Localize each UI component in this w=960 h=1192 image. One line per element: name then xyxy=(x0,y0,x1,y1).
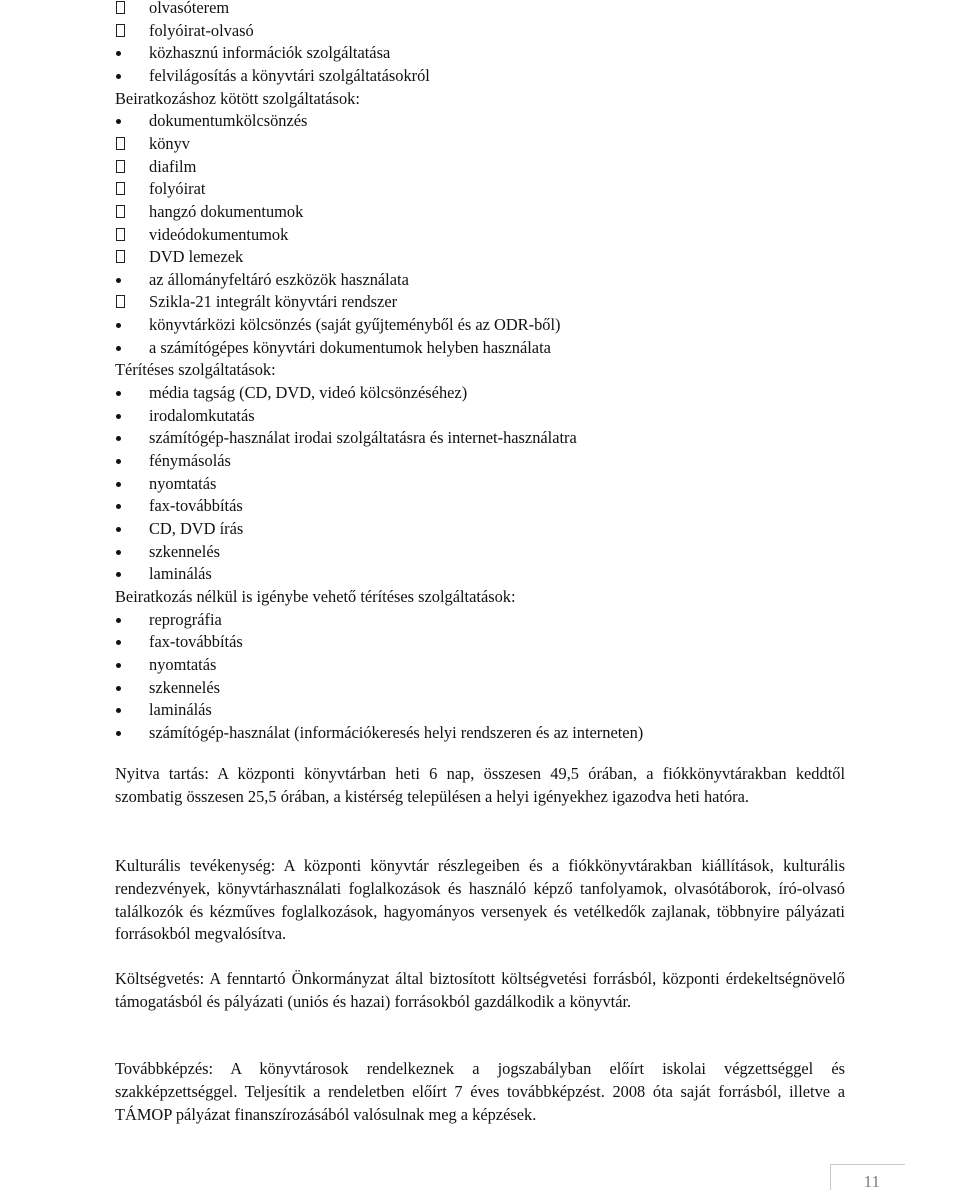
square-bullet-icon xyxy=(116,24,125,37)
list-item-text: számítógép-használat (információkeresés helyi rendszeren és az interneten) xyxy=(149,722,644,742)
budget-paragraph: Költségvetés: A fenntartó Önkormányzat által biztosított költségvetési forrásból, központi érdekeltségnövelő támogatásból és pályázati (uniós és hazai) forrásokból gazdálkodik a könyvtár. xyxy=(115,969,845,1011)
page-number: 11 xyxy=(863,1172,880,1191)
page-number-box xyxy=(830,1164,905,1190)
square-bullet-icon xyxy=(116,137,125,150)
list-item-text: folyóirat-olvasó xyxy=(149,20,254,40)
bullet-icon xyxy=(116,346,121,351)
bullet-icon xyxy=(116,119,121,124)
bullet-icon xyxy=(116,74,121,79)
bullet-icon xyxy=(116,640,121,645)
bullet-icon xyxy=(116,663,121,668)
list-item-text: folyóirat xyxy=(149,179,206,199)
list-item-text: DVD lemezek xyxy=(149,247,244,267)
list-item-text: fax-továbbítás xyxy=(149,496,243,516)
bullet-icon xyxy=(116,504,121,509)
list-item-text: fénymásolás xyxy=(149,451,231,470)
section-heading: Beiratkozás nélkül is igénybe vehető térítéses szolgáltatások: xyxy=(115,586,516,606)
bullet-icon xyxy=(116,527,121,532)
bullet-icon xyxy=(116,414,121,419)
square-bullet-icon xyxy=(116,228,125,241)
square-bullet-icon xyxy=(116,205,125,218)
list-item-text: szkennelés xyxy=(149,677,220,697)
list-item-text: Szikla-21 integrált könyvtári rendszer xyxy=(149,292,398,312)
opening-hours-paragraph: Nyitva tartás: A központi könyvtárban heti 6 nap, összesen 49,5 órában, a fiókkönyvtárakban keddtől szombatig összesen 25,5 órában, a kistérség településen a helyi igényekhez igazodva heti hatóra. xyxy=(115,764,845,806)
list-item-text: CD, DVD írás xyxy=(149,518,244,538)
list-item-text: dokumentumkölcsönzés xyxy=(149,111,308,131)
list-item-text: a számítógépes könyvtári dokumentumok helyben használata xyxy=(149,337,551,357)
list-item-text: fax-továbbítás xyxy=(149,632,243,652)
bullet-icon xyxy=(116,708,121,713)
square-bullet-icon xyxy=(116,250,125,263)
square-bullet-icon xyxy=(116,160,125,173)
list-item-text: szkennelés xyxy=(149,541,220,561)
bullet-icon xyxy=(116,436,121,441)
list-item-text: videódokumentumok xyxy=(149,224,289,244)
list-item-text: diafilm xyxy=(149,156,197,176)
bullet-icon xyxy=(116,323,121,328)
list-item-text: olvasóterem xyxy=(149,0,230,17)
bullet-icon xyxy=(116,278,121,283)
list-item-text: nyomtatás xyxy=(149,654,217,674)
list-item-text: nyomtatás xyxy=(149,473,217,493)
list-item-text: számítógép-használat irodai szolgáltatásra és internet-használatra xyxy=(149,428,577,448)
section-heading: Térítéses szolgáltatások: xyxy=(115,360,276,380)
list-item-text: felvilágosítás a könyvtári szolgáltatásokról xyxy=(149,65,430,85)
list-item-text: laminálás xyxy=(149,564,212,584)
list-item-text: könyv xyxy=(149,133,190,153)
bullet-icon xyxy=(116,459,121,464)
bullet-icon xyxy=(116,731,121,736)
list-item-text: laminálás xyxy=(149,700,212,720)
bullet-icon xyxy=(116,618,121,623)
cultural-activity-paragraph: Kulturális tevékenység: A központi könyvtár részlegeiben és a fiókkönyvtárakban kiállítások, kulturális rendezvények, könyvtárhasználati foglalkozások és használó képző tanfolyamok, olvasótáborok, író-olvasó találkozók és kézműves foglalkozások, hagyományos versenyek és vetélkedők zajlanak, többnyire pályázati forrásokból megvalósítva. xyxy=(115,856,845,944)
section-heading: Beiratkozáshoz kötött szolgáltatások: xyxy=(115,88,360,108)
list-item-text: közhasznú információk szolgáltatása xyxy=(149,43,391,63)
list-item-text: hangzó dokumentumok xyxy=(149,201,304,221)
square-bullet-icon xyxy=(116,1,125,14)
bullet-icon xyxy=(116,51,121,56)
bullet-icon xyxy=(116,550,121,555)
list-item-text: irodalomkutatás xyxy=(149,405,255,425)
training-paragraph: Továbbképzés: A könyvtárosok rendelkeznek a jogszabályban előírt iskolai végzettséggel és szakképzettséggel. Teljesítik a rendeletben előírt 7 éves továbbképzést. 2008 óta saját forrásból, illetve a TÁMOP pályázat finanszírozásából valósulnak meg a képzések. xyxy=(115,1059,845,1124)
bullet-icon xyxy=(116,686,121,691)
square-bullet-icon xyxy=(116,295,125,308)
list-item-text: könyvtárközi kölcsönzés (saját gyűjteményből és az ODR-ből) xyxy=(149,315,561,335)
list-item-text: reprográfia xyxy=(149,609,222,629)
bullet-icon xyxy=(116,482,121,487)
list-item-text: média tagság (CD, DVD, videó kölcsönzéséhez) xyxy=(149,383,468,403)
square-bullet-icon xyxy=(116,182,125,195)
bullet-icon xyxy=(116,391,121,396)
list-item-text: az állományfeltáró eszközök használata xyxy=(149,269,409,289)
bullet-icon xyxy=(116,572,121,577)
